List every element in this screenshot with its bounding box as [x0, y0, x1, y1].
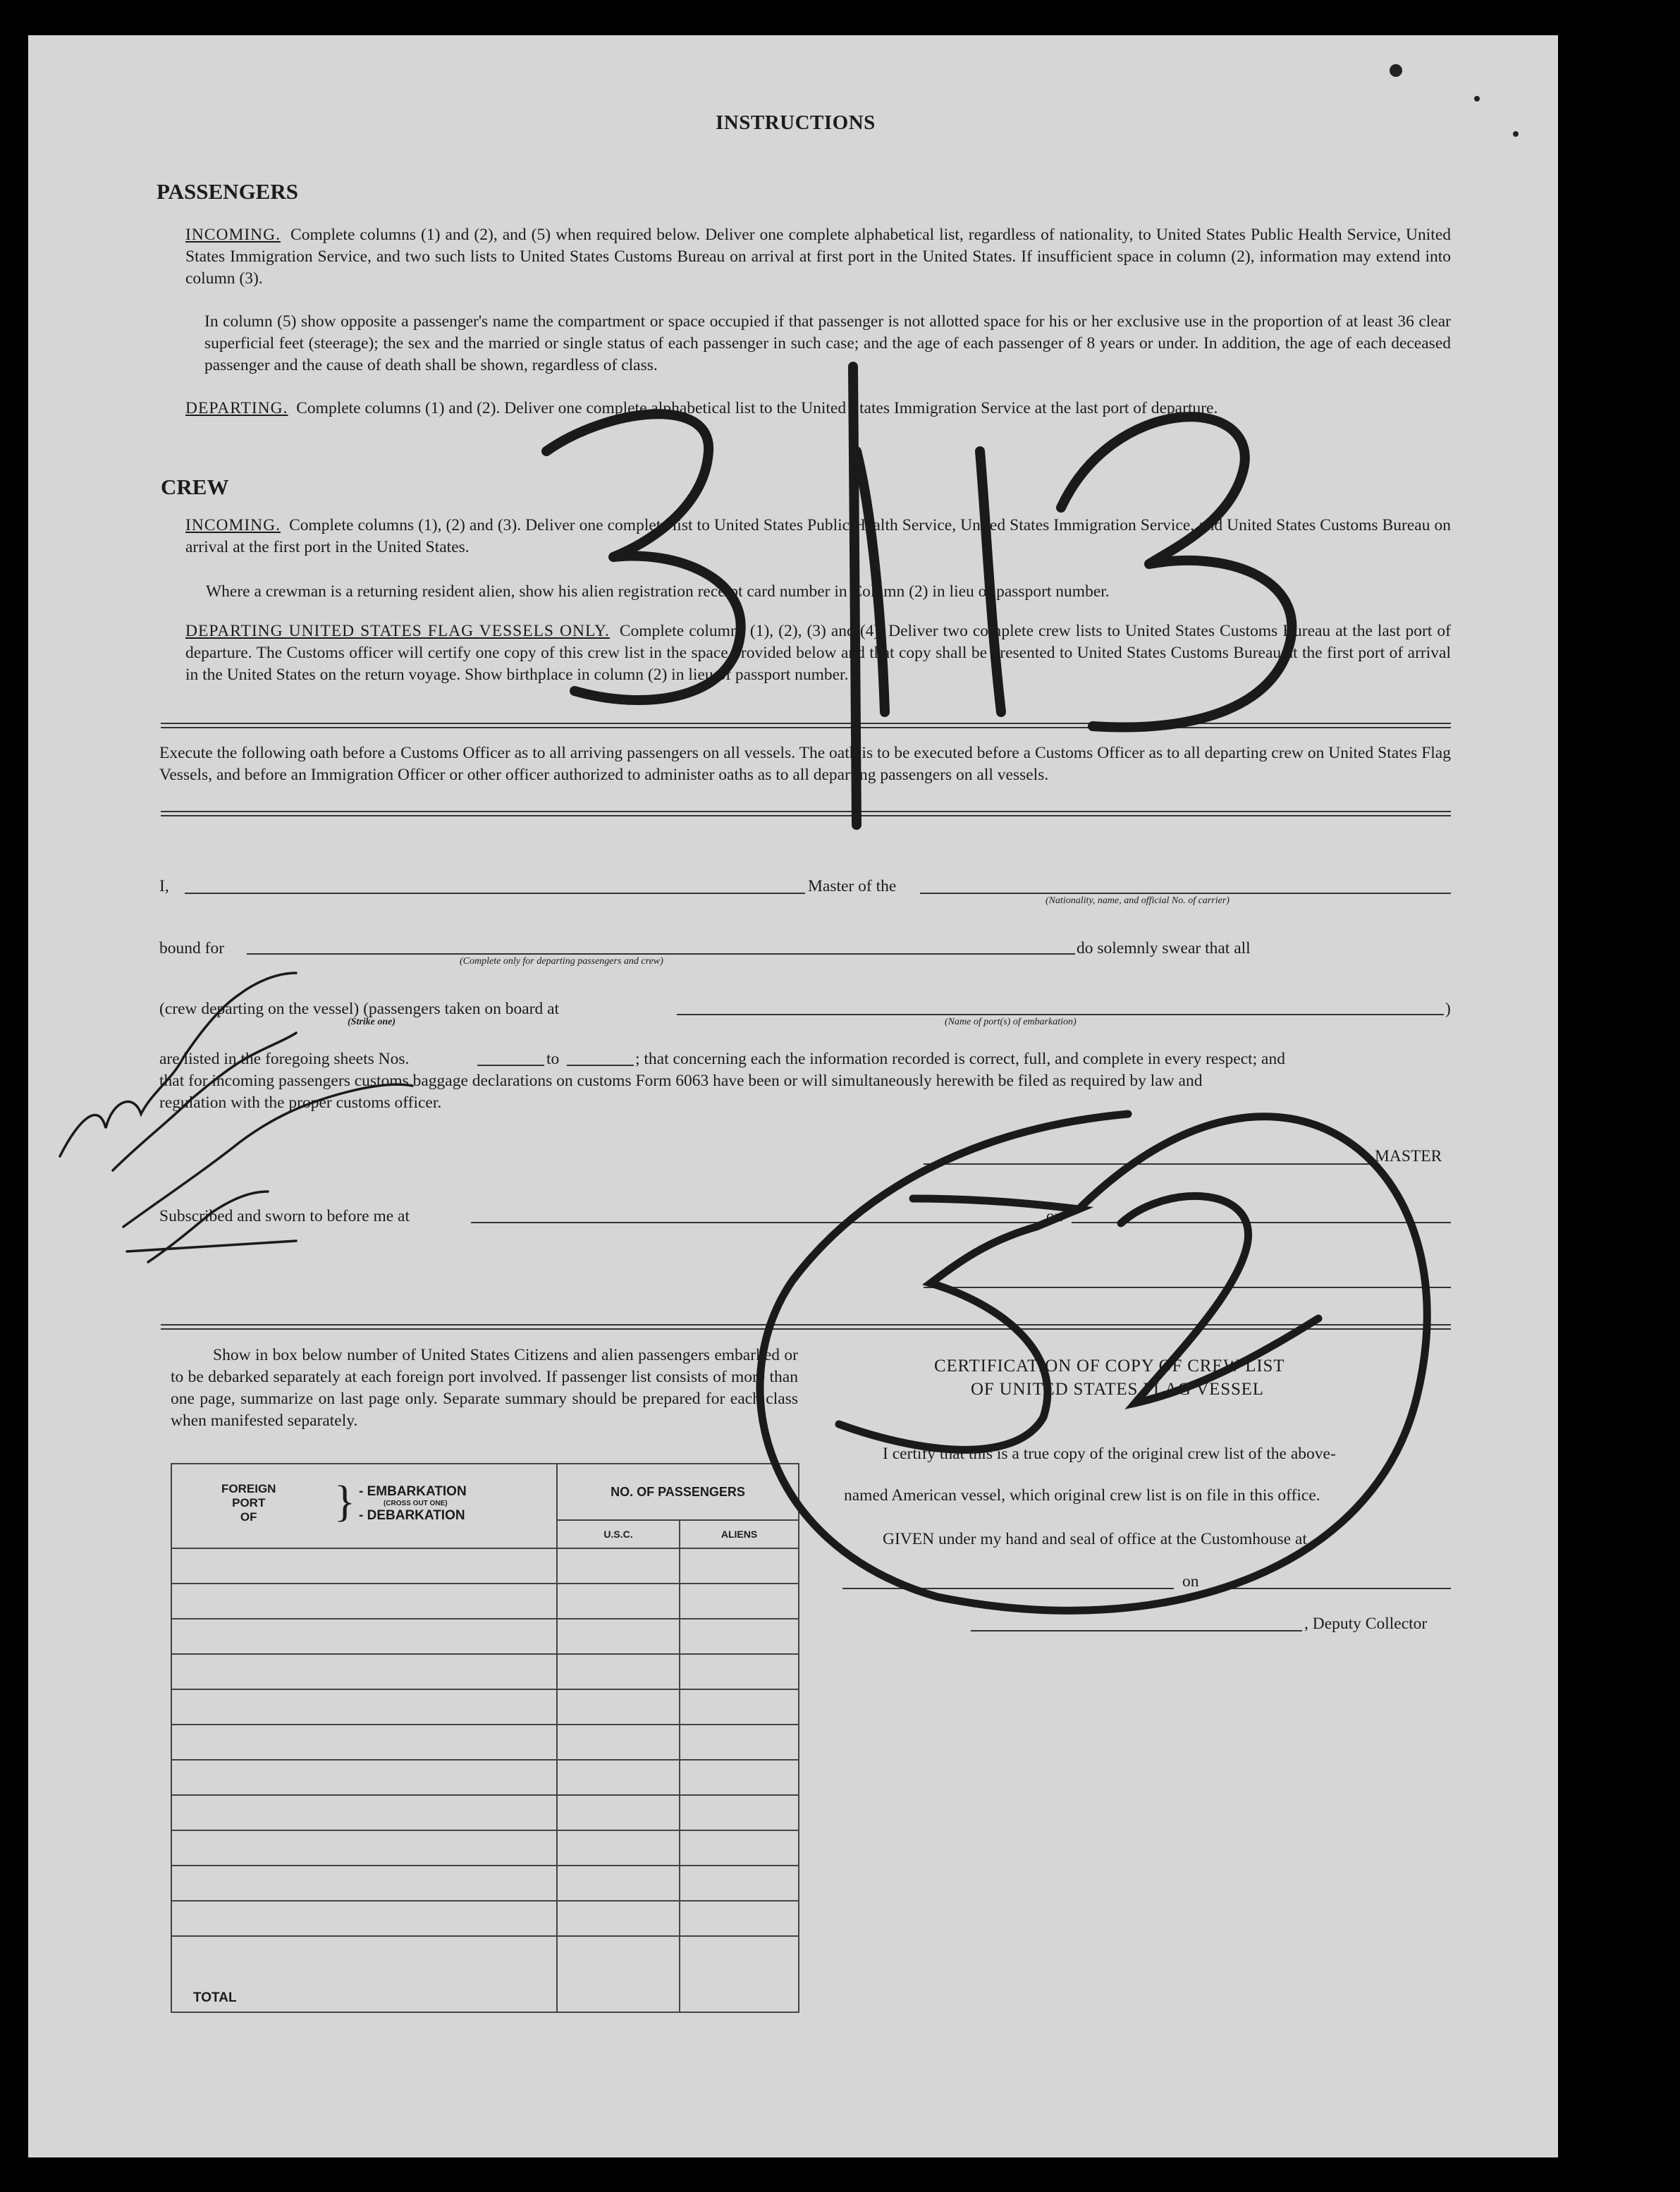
section-divider [161, 723, 1451, 728]
port-cell[interactable] [171, 1901, 557, 1936]
listed-label-b: ; that concerning each the information recorded is correct, full, and complete in every respect; and [635, 1050, 1285, 1068]
certification-line1: I certify that this is a true copy of the original crew list of the above- [883, 1445, 1336, 1463]
passengers-header-cell [557, 1464, 799, 1520]
usc-cell[interactable] [557, 1725, 680, 1760]
certification-title-line2: OF UNITED STATES FLAG VESSEL [971, 1380, 1264, 1399]
usc-cell[interactable] [557, 1548, 680, 1584]
listed-label-a: are listed in the foregoing sheets Nos. [159, 1050, 410, 1068]
sheets-to-field[interactable] [567, 1065, 634, 1066]
officer-signature-field[interactable] [924, 1287, 1451, 1288]
subscribed-place-field[interactable] [471, 1222, 1043, 1223]
crew-departing-label-line: (crew departing on the vessel) (passengers taken on board at [159, 1000, 560, 1018]
listed-line3: regulation with the proper customs officer. [159, 1094, 442, 1112]
customhouse-place-field[interactable] [842, 1588, 1174, 1589]
swear-label: do solemnly swear that all [1077, 939, 1251, 957]
port-cell[interactable] [171, 1654, 557, 1689]
summary-instructions: Show in box below number of United States Citizens and alien passengers embarked or to be debarked separately at each foreign port involved. If passenger list consists of more than one page, summarize on last page only. Separate summary should be prepared for each class when manifested separately. [171, 1346, 798, 1430]
passengers-incoming-text: Complete columns (1) and (2), and (5) when required below. Deliver one complete alphabetical list, regardless of nationality, to United States Public Health Service, United States Immigration Service, and two such lists to United States Customs Bureau on arrival at first port in the United States. If insufficient space in column (2), information may extend into column (3). [185, 226, 1451, 288]
oath-i-label: I, [159, 877, 169, 895]
usc-cell[interactable] [557, 1619, 680, 1654]
usc-cell[interactable] [557, 1830, 680, 1866]
aliens-cell[interactable] [680, 1725, 799, 1760]
debarkation-label: - DEBARKATION [359, 1508, 465, 1523]
crew-incoming-text: Complete columns (1), (2) and (3). Deliver one complete list to United States Public Health Service, United States Immigration Service, and United States Customs Bureau on arrival at the first port in the United States. [185, 516, 1451, 556]
master-of-the-label: Master of the [808, 877, 897, 895]
port-cell[interactable] [171, 1830, 557, 1866]
usc-total-cell[interactable] [557, 1936, 680, 2012]
deputy-signature-field[interactable] [971, 1630, 1302, 1631]
subscribed-label: Subscribed and sworn to before me at [159, 1207, 410, 1225]
crew-incoming-paragraph [185, 515, 1451, 558]
carrier-field[interactable] [920, 893, 1451, 894]
port-cell[interactable] [171, 1795, 557, 1830]
foreign-label: FOREIGN [221, 1482, 276, 1495]
usc-cell[interactable] [557, 1760, 680, 1795]
carrier-caption: (Nationality, name, and official No. of carrier) [1046, 895, 1230, 906]
passengers-departing-label: DEPARTING. [185, 399, 288, 417]
master-name-field[interactable] [185, 893, 805, 894]
passengers-column5-paragraph: In column (5) show opposite a passenger's name the compartment or space occupied if that passenger is not allotted space for his or her exclusive use in the proportion of at least 36 clear superficial feet (steerage); the sex and the married or single status of each passenger in such case; and the age of each passenger of 8 years or under. In addition, the age of each deceased passenger and the cause of death shall be shown, regardless of class. [204, 312, 1451, 374]
port-cell[interactable] [171, 1619, 557, 1654]
brace-glyph: } [334, 1478, 355, 1526]
crew-departing-label: DEPARTING UNITED STATES FLAG VESSELS ONLY. [185, 622, 610, 640]
usc-header: U.S.C. [557, 1520, 680, 1548]
close-paren: ) [1445, 1000, 1451, 1018]
aliens-cell[interactable] [680, 1548, 799, 1584]
aliens-cell[interactable] [680, 1830, 799, 1866]
embarkation-port-field[interactable] [677, 1014, 1444, 1015]
usc-cell[interactable] [557, 1584, 680, 1619]
usc-cell[interactable] [557, 1795, 680, 1830]
lower-divider [161, 1324, 1451, 1330]
subscribed-date-field[interactable] [1072, 1222, 1451, 1223]
usc-cell[interactable] [557, 1866, 680, 1901]
crew-incoming-label: INCOMING. [185, 516, 281, 534]
no-of-passengers-label: NO. OF PASSENGERS [611, 1484, 745, 1499]
port-cell[interactable] [171, 1584, 557, 1619]
aliens-cell[interactable] [680, 1654, 799, 1689]
listed-line2: that for incoming passengers customs baggage declarations on customs Form 6063 have been or will simultaneously herewith be filed as required by law and [159, 1072, 1203, 1090]
certification-line3: GIVEN under my hand and seal of office at the Customhouse at [883, 1530, 1307, 1548]
master-signature-field[interactable] [924, 1163, 1375, 1165]
embarkation-label: - EMBARKATION [359, 1484, 467, 1499]
certification-on-label: on [1182, 1572, 1199, 1591]
usc-cell[interactable] [557, 1689, 680, 1725]
oath-divider [161, 811, 1451, 816]
port-cell[interactable] [171, 1548, 557, 1584]
oath-intro-paragraph: Execute the following oath before a Customs Officer as to all arriving passengers on all vessels. The oath is to be executed before a Customs Officer as to all departing crew on United States Flag Vessels, and before an Immigration Officer or other officer authorized to administer oaths as to all departing passengers on all vessels. [159, 744, 1451, 784]
passengers-heading: PASSENGERS [157, 179, 298, 204]
foreign-port-of-label [221, 1482, 276, 1524]
sheets-from-field[interactable] [477, 1065, 544, 1066]
port-cell[interactable] [171, 1689, 557, 1725]
bound-caption: (Complete only for departing passengers and crew) [460, 956, 663, 967]
usc-cell[interactable] [557, 1654, 680, 1689]
crew-heading: CREW [161, 474, 229, 499]
strike-one-caption: (Strike one) [348, 1017, 396, 1027]
port-label: PORT [232, 1496, 266, 1510]
subscribed-on-label: on [1046, 1207, 1063, 1225]
usc-cell[interactable] [557, 1901, 680, 1936]
passengers-departing-paragraph [185, 398, 1451, 420]
aliens-cell[interactable] [680, 1760, 799, 1795]
aliens-cell[interactable] [680, 1619, 799, 1654]
crew-departing-paragraph [185, 620, 1451, 686]
aliens-cell[interactable] [680, 1901, 799, 1936]
master-label: MASTER [1375, 1147, 1442, 1165]
port-cell[interactable] [171, 1725, 557, 1760]
total-label: TOTAL [171, 1936, 557, 2012]
port-cell[interactable] [171, 1866, 557, 1901]
passengers-incoming-label: INCOMING. [185, 226, 281, 244]
port-header-cell [171, 1464, 557, 1548]
aliens-cell[interactable] [680, 1584, 799, 1619]
deputy-collector-label: , Deputy Collector [1304, 1615, 1428, 1633]
to-label: to [546, 1050, 560, 1068]
instructions-title: INSTRUCTIONS [716, 111, 876, 134]
aliens-header: ALIENS [680, 1520, 799, 1548]
aliens-cell[interactable] [680, 1689, 799, 1725]
aliens-cell[interactable] [680, 1795, 799, 1830]
cross-out-label: (CROSS OUT ONE) [384, 1500, 448, 1507]
passenger-summary-table [171, 1463, 799, 2013]
bound-for-field[interactable] [247, 953, 1075, 955]
passengers-incoming-paragraph [185, 224, 1451, 290]
crew-alien-paragraph: Where a crewman is a returning resident alien, show his alien registration receipt card number in Column (2) in lieu of passport number. [206, 582, 1110, 601]
bound-for-label: bound for [159, 939, 225, 957]
port-caption: (Name of port(s) of embarkation) [945, 1017, 1077, 1027]
certification-line2: named American vessel, which original crew list is on file in this office. [844, 1486, 1320, 1505]
passengers-departing-text: Complete columns (1) and (2). Deliver one complete alphabetical list to the United States Immigration Service at the last port of departure. [296, 399, 1218, 417]
port-cell[interactable] [171, 1760, 557, 1795]
aliens-cell[interactable] [680, 1866, 799, 1901]
crew-departing-text: Complete columns (1), (2), (3) and (4). Deliver two complete crew lists to United States Customs Bureau at the last port of departure. The Customs officer will certify one copy of this crew list in the space provided below and that copy shall be presented to United States Customs Bureau at the first port of arrival in the United States on the return voyage. Show birthplace in column (2) in lieu of passport number. [185, 622, 1452, 684]
of-label: OF [240, 1510, 257, 1524]
certification-title-line1: CERTIFICATION OF COPY OF CREW LIST [934, 1357, 1285, 1376]
certification-date-field[interactable] [1213, 1588, 1451, 1589]
aliens-total-cell[interactable] [680, 1936, 799, 2012]
